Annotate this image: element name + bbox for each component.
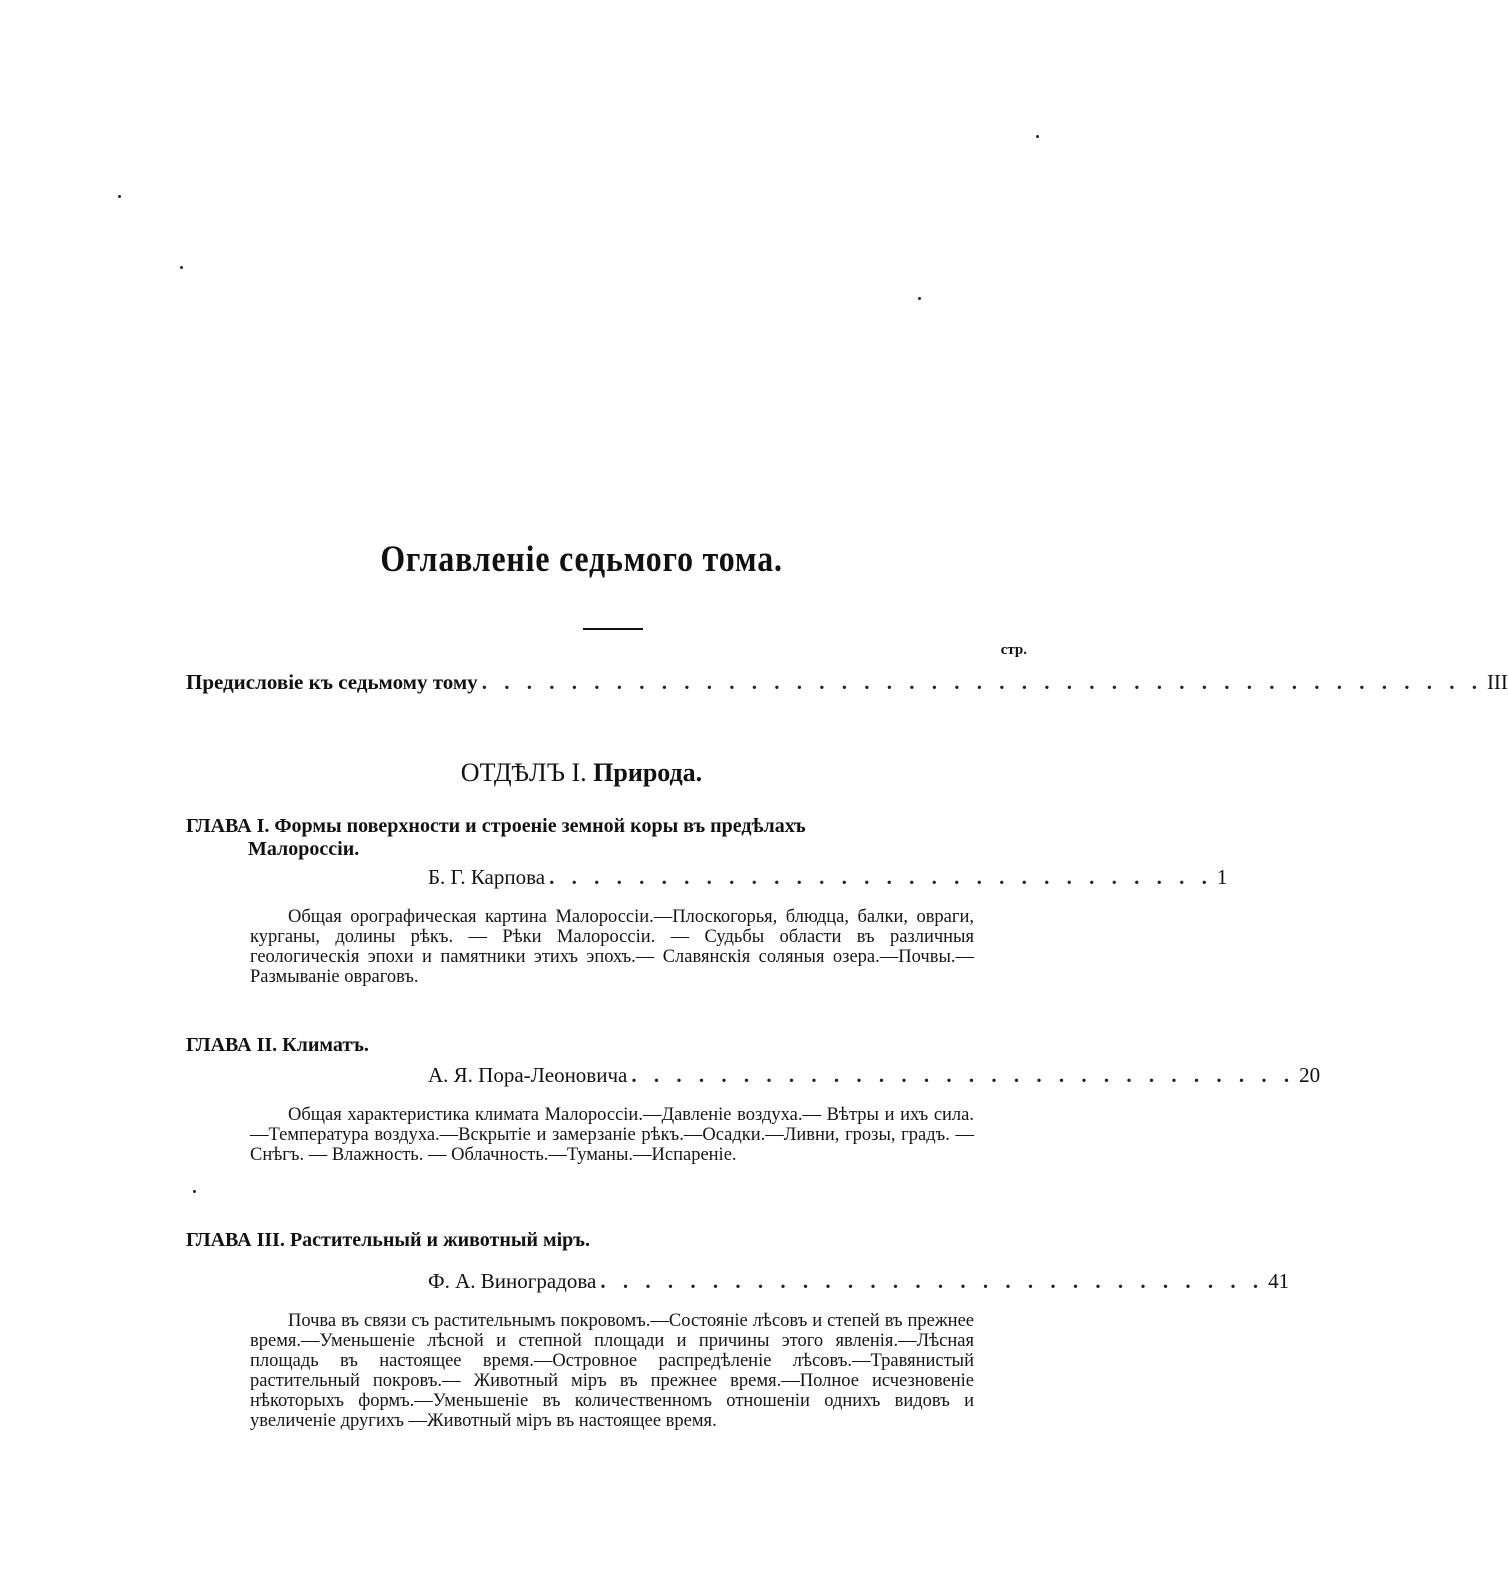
scan-speck bbox=[1036, 135, 1039, 138]
section-heading bbox=[0, 758, 1163, 788]
author-name: А. Я. Пора-Леоновича bbox=[428, 1063, 628, 1087]
page-column-header: стр. bbox=[1000, 642, 1027, 658]
chapter-heading bbox=[186, 1034, 786, 1057]
chapter-title: Климатъ. bbox=[282, 1034, 369, 1056]
chapter-number: ГЛАВА I. bbox=[186, 815, 270, 837]
chapter-heading bbox=[186, 1229, 886, 1252]
scan-speck bbox=[918, 297, 921, 300]
chapter-summary: Почва въ связи съ растительнымъ покровомъ.—Состояніе лѣсовъ и степей въ прежнее время.—Уменьшеніе лѣсной и степной площади и причины этого явленія.—Лѣсная площадь въ настоящее время.—Островное распредѣленіе лѣсовъ.—Травянистый растительный покровъ.— Животный міръ въ прежнее время.—Полное исчезновеніе нѣкоторыхъ формъ.—Уменьшеніе въ количественномъ отношеніи однихъ видовъ и увеличеніе другихъ —Животный міръ въ настоящее время. bbox=[250, 1311, 974, 1431]
leader-dots: . . . . . . . . . . . . . . . . . . . . . . . . . . . . . . bbox=[549, 865, 1213, 889]
leader-dots: . . . . . . . . . . . . . . . . . . . . . . . . . . . . . . bbox=[600, 1269, 1265, 1293]
section-name: Природа. bbox=[593, 758, 703, 787]
chapter-heading bbox=[186, 815, 986, 861]
section-prefix: ОТДѢЛЪ I. bbox=[460, 758, 587, 787]
author-entry bbox=[428, 1269, 1290, 1294]
author-entry bbox=[428, 1063, 1321, 1088]
scan-speck bbox=[118, 195, 121, 198]
chapter-number: ГЛАВА II. bbox=[186, 1034, 278, 1056]
author-name: Б. Г. Карпова bbox=[428, 865, 546, 889]
title-divider bbox=[583, 628, 643, 630]
scan-speck bbox=[193, 1190, 196, 1193]
leader-dots: . . . . . . . . . . . . . . . . . . . . . . . . . . . . . . . . . . . . . . . . . . . . . bbox=[481, 670, 1483, 694]
leader-dots: . . . . . . . . . . . . . . . . . . . . . . . . . . . . . . bbox=[631, 1063, 1296, 1087]
chapter-title-cont: Малороссіи. bbox=[248, 838, 360, 860]
chapter-title: Растительный и животный міръ. bbox=[289, 1229, 590, 1251]
chapter-page: 1 bbox=[1216, 865, 1228, 889]
chapter-summary: Общая характеристика климата Малороссіи.—Давленіе воздуха.— Вѣтры и ихъ сила.—Температура воздуха.—Вскрытіе и замерзаніе рѣкъ.—Осадки.—Ливни, грозы, градъ. — Снѣгъ. — Влажность. — Облачность.—Туманы.—Испареніе. bbox=[250, 1105, 974, 1165]
chapter-page: 20 bbox=[1299, 1063, 1321, 1087]
chapter-summary: Общая орографическая картина Малороссіи.—Плоскогорья, блюдца, балки, овраги, курганы, долины рѣкъ. — Рѣки Малороссіи. — Судьбы области въ различныя геологическія эпохи и памятники этихъ эпохъ.— Славянскія соляныя озера.—Почвы.—Размываніе овраговъ. bbox=[250, 907, 974, 987]
chapter-title: Формы поверхности и строеніе земной коры въ предѣлахъ bbox=[274, 815, 806, 837]
preface-entry bbox=[186, 670, 1508, 695]
page-title: Оглавленіе седьмого тома. bbox=[380, 539, 783, 580]
author-name: Ф. А. Виноградова bbox=[428, 1269, 597, 1293]
chapter-number: ГЛАВА III. bbox=[186, 1229, 285, 1251]
chapter-page: 41 bbox=[1268, 1269, 1290, 1293]
scan-speck bbox=[180, 266, 183, 269]
author-entry bbox=[428, 865, 1228, 890]
preface-page: III bbox=[1486, 670, 1508, 694]
preface-label: Предисловіе къ седьмому тому bbox=[186, 670, 478, 694]
